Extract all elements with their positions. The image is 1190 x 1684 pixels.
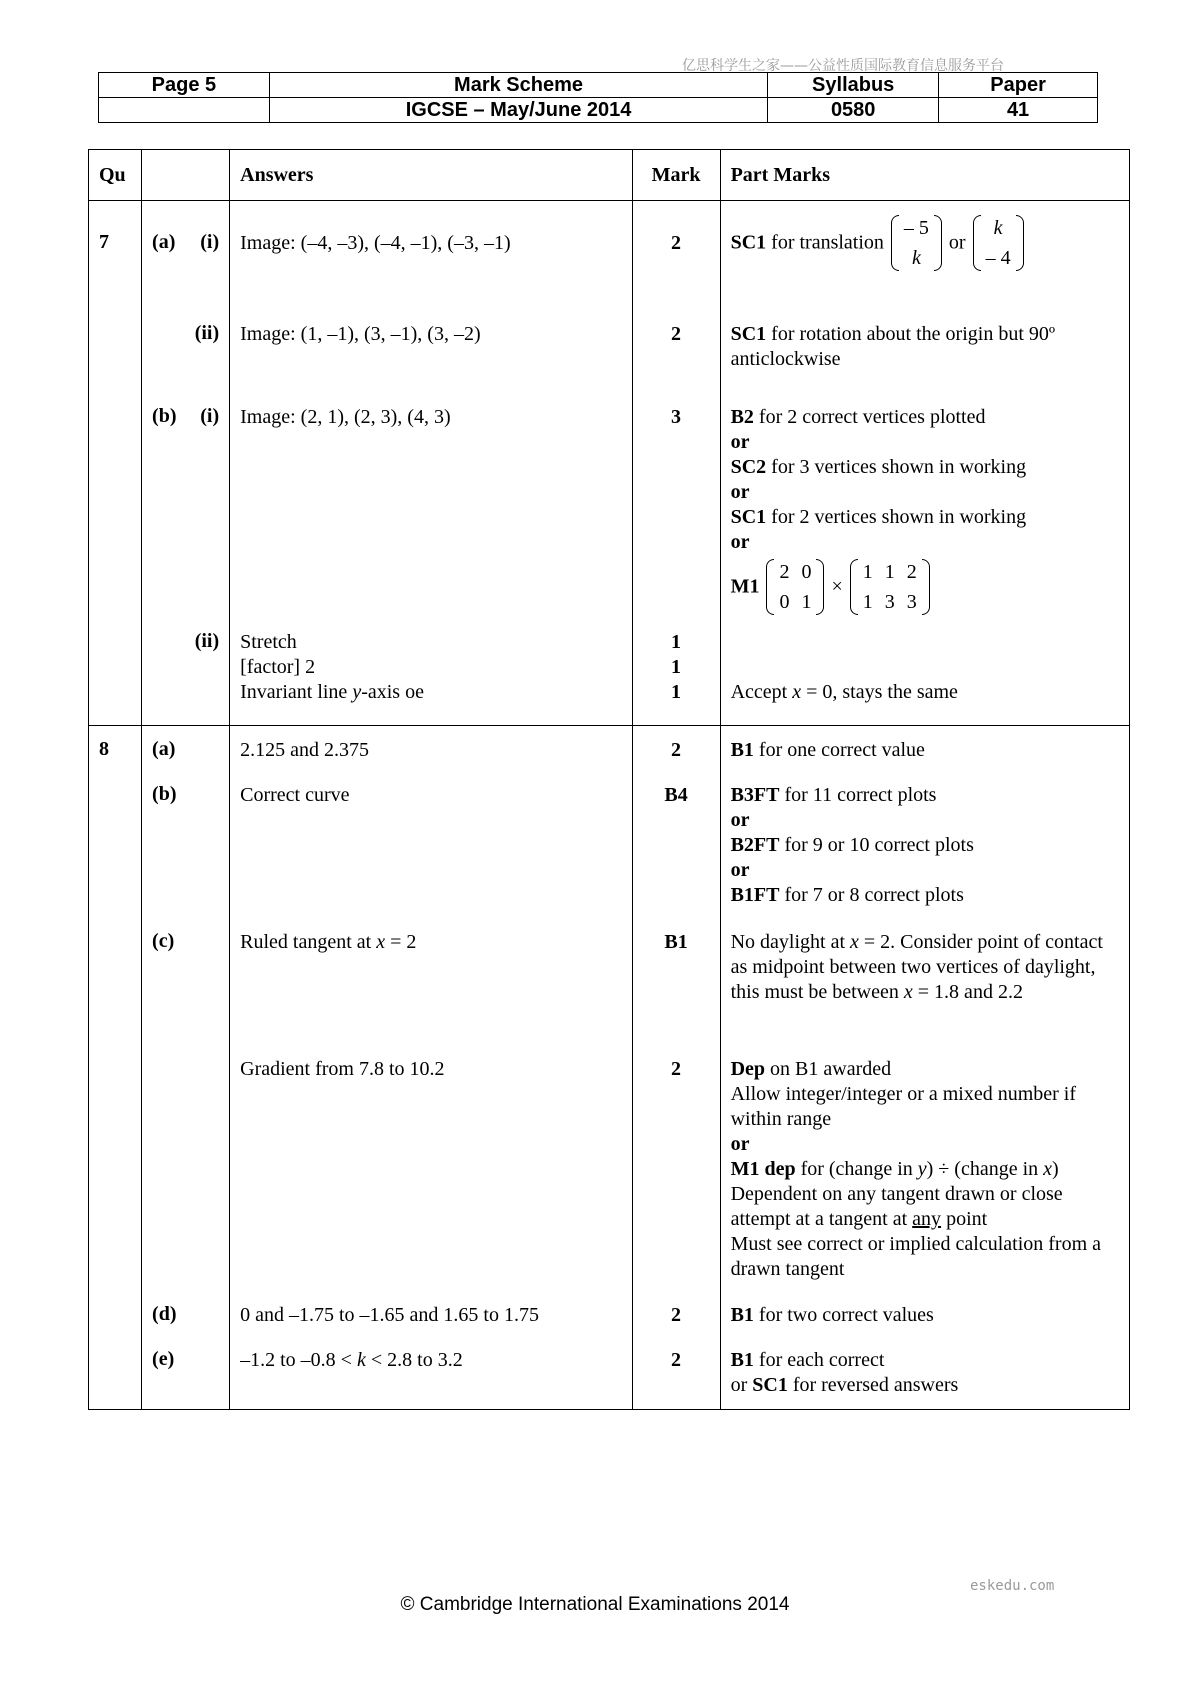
q7-b-i-m1-line (731, 557, 1121, 617)
q8-c2-dependent (731, 1182, 1121, 1232)
q8-c2-dep-text: on B1 awarded (770, 1058, 892, 1080)
q8-a-mark: 2 (632, 726, 720, 776)
q8-e-label: (e) (152, 1348, 175, 1370)
q8-e-ans-pre: –1.2 to –0.8 < (240, 1349, 357, 1371)
q7-a-ii-row (89, 310, 1130, 393)
header-page: Page 5 (99, 73, 270, 98)
vec1-top: – 5 (903, 217, 929, 239)
watermark-bottom: eskedu.com (970, 1578, 1055, 1594)
q7-b-i-sc2-text: for 3 vertices shown in working (771, 456, 1027, 478)
mat2-r0c0: 1 (862, 561, 873, 583)
col-part-marks: Part Marks (720, 150, 1129, 201)
q8-c-pm-2: = 2. Consider point of contact as midpoint between two vertices of daylight, this must be between (730, 931, 1103, 1003)
col-part (142, 150, 230, 201)
q8-c2-m1-var2: x (1043, 1158, 1053, 1180)
matrix-vertices (850, 557, 930, 617)
q7-b-ii-inv-var: y (352, 681, 362, 703)
q8-b-b2-line (731, 833, 1121, 858)
q7-b-i-sc1: SC1 (730, 506, 767, 528)
q8-number: 8 (89, 726, 142, 776)
q7-b-i-sc2-line (731, 455, 1121, 480)
q7-a-i-label: (i) (200, 231, 220, 253)
q8-c2-m1-var1: y (917, 1158, 927, 1180)
q7-b-ii-pm-var: x (792, 681, 802, 703)
q7-b-ii-answer (230, 618, 632, 726)
q8-c-answer (230, 922, 632, 1049)
q8-e-part-marks (720, 1340, 1129, 1410)
q8-e-ans-post: < 2.8 to 3.2 (365, 1349, 463, 1371)
q8-b-row (89, 775, 1130, 922)
q7-b-ii-inv-post: -axis oe (361, 681, 424, 703)
q8-b-b3-text: for 11 correct plots (784, 784, 937, 806)
q8-c2-mark: 2 (632, 1049, 720, 1295)
q8-c2-m1-pre: for (change in (800, 1158, 918, 1180)
q7-b-ii-inv-pre: Invariant line (240, 681, 353, 703)
q8-b-b1-line (731, 883, 1121, 908)
q7-b-i-part (142, 393, 230, 618)
q7-b-i-b2-text: for 2 correct vertices plotted (758, 406, 986, 428)
q8-a-row (89, 726, 1130, 776)
q8-b-part-marks (720, 775, 1129, 922)
q8-c2-dep: Dep (730, 1058, 766, 1080)
q8-c-part-marks (720, 922, 1129, 1049)
q7-a-i-part-marks (720, 201, 1129, 311)
q8-c2-m1dep: M1 dep (730, 1158, 796, 1180)
q7-b-ii-row (89, 618, 1130, 726)
q8-c-pm-var1: x (850, 931, 859, 953)
q7-a-i-part (142, 201, 230, 311)
q8-c2-m1-post: ) (1052, 1158, 1059, 1180)
q8-d-pm-text: for two correct values (758, 1304, 934, 1326)
q8-a-answer: 2.125 and 2.375 (230, 726, 632, 776)
col-qu: Qu (89, 150, 142, 201)
q8-c2-row (89, 1049, 1130, 1295)
header-mark-scheme: Mark Scheme (269, 73, 767, 98)
header-table (98, 72, 1098, 123)
q8-b-part (142, 775, 230, 922)
mat2-r1c1: 3 (884, 591, 895, 613)
q8-c-pm-3: = 1.8 and 2.2 (912, 981, 1023, 1003)
q8-c2-dep-line (731, 1057, 1121, 1082)
q8-e-pm1: for each correct (758, 1349, 885, 1371)
q8-e-b1: B1 (730, 1349, 754, 1371)
q7-b-i-mark: 3 (632, 393, 720, 618)
q8-c-row (89, 922, 1130, 1049)
q7-a-i-row (89, 201, 1130, 311)
q7-b-ii-mark-2: 1 (671, 656, 682, 678)
q8-c2-dependent-post: point (941, 1208, 988, 1230)
vec2-bottom: – 4 (985, 247, 1011, 269)
col-mark: Mark (632, 150, 720, 201)
q8-e-pm2-pre: or (730, 1374, 753, 1396)
q8-d-mark: 2 (632, 1295, 720, 1340)
q8-b-b3: B3FT (730, 784, 780, 806)
q7-a-ii-label: (ii) (194, 322, 220, 344)
q8-b-answer: Correct curve (230, 775, 632, 922)
q8-c2-must: Must see correct or implied calculation from a drawn tangent (730, 1233, 1101, 1280)
q7-b-ii-mark-1: 1 (671, 631, 682, 653)
mat2-r1c0: 1 (862, 591, 873, 613)
q8-c2-answer: Gradient from 7.8 to 10.2 (230, 1049, 632, 1295)
q7-b-ii-part-marks (720, 618, 1129, 726)
q8-c-pm-var2: x (903, 981, 913, 1003)
matrix-stretch (766, 557, 824, 617)
q8-c-mark: B1 (632, 922, 720, 1049)
q8-e-mark: 2 (632, 1340, 720, 1410)
q7-b-i-or-2: or (730, 481, 750, 503)
q7-b-label: (b) (152, 405, 177, 427)
mat1-r1c1: 1 (801, 591, 812, 613)
q8-c2-dependent-pre: Dependent on any tangent drawn or close attempt at a tangent at (730, 1183, 1063, 1230)
q7-a-i-mark: 2 (632, 201, 720, 311)
q7-b-ii-factor: [factor] 2 (240, 656, 316, 678)
q8-d-row (89, 1295, 1130, 1340)
q8-c-ans-pre: Ruled tangent at (240, 931, 377, 953)
mat1-r0c0: 2 (779, 561, 790, 583)
q7-b-ii-marks (632, 618, 720, 726)
mat2-r1c2: 3 (906, 591, 917, 613)
q7-b-ii-mark-3: 1 (671, 681, 682, 703)
q7-b-i-sc1-line (731, 505, 1121, 530)
q8-a-label: (a) (152, 738, 176, 760)
q8-c-pm-1: No daylight at (730, 931, 851, 953)
q8-c2-dependent-any: any (912, 1208, 942, 1230)
q8-b-b3-line (731, 783, 1121, 808)
q8-d-part-marks (720, 1295, 1129, 1340)
mark-scheme-table (88, 149, 1130, 1410)
q7-b-i-b2-line (731, 405, 1121, 430)
q8-e-row (89, 1340, 1130, 1410)
q8-e-line-1 (731, 1348, 1121, 1373)
q8-e-ans-var: k (356, 1349, 366, 1371)
q8-c2-part-marks (720, 1049, 1129, 1295)
mat2-r0c2: 2 (906, 561, 917, 583)
q7-b-i-or-1: or (730, 431, 750, 453)
q7-b-i-answer: Image: (2, 1), (2, 3), (4, 3) (230, 393, 632, 618)
q7-a-ii-mark: 2 (632, 310, 720, 393)
q7-b-i-m1: M1 (730, 575, 760, 598)
q7-b-ii-invariant (240, 680, 630, 705)
mat2-r0c1: 1 (884, 561, 895, 583)
q7-b-i-or-3: or (730, 531, 750, 553)
q8-e-sc1: SC1 (752, 1374, 788, 1396)
q8-e-part (142, 1340, 230, 1410)
header-syllabus-label: Syllabus (768, 73, 939, 98)
q8-c-ans-var: x (376, 931, 386, 953)
q8-a-part-marks (720, 726, 1129, 776)
footer-copyright: © Cambridge International Examinations 2014 (400, 1594, 790, 1615)
q7-b-ii-stretch: Stretch (240, 631, 297, 653)
q8-d-answer: 0 and –1.75 to –1.65 and 1.65 to 1.75 (230, 1295, 632, 1340)
q8-c-part (142, 922, 230, 1049)
times-sign: × (831, 575, 843, 598)
q7-a-i-answer: Image: (–4, –3), (–4, –1), (–3, –1) (230, 201, 632, 311)
q8-b-or-1: or (730, 809, 750, 831)
q8-c2-allow: Allow integer/integer or a mixed number if within range (730, 1083, 1077, 1130)
q7-a-label: (a) (152, 231, 176, 253)
q7-b-ii-pm-pre: Accept (730, 681, 793, 703)
q8-b-b1-text: for 7 or 8 correct plots (784, 884, 964, 906)
header-exam: IGCSE – May/June 2014 (269, 98, 767, 123)
mat1-r0c1: 0 (801, 561, 812, 583)
vec1-bottom: k (911, 247, 921, 269)
q8-d-part (142, 1295, 230, 1340)
q7-a-i-pm-text: for translation (771, 231, 884, 254)
q7-a-ii-sc1: SC1 (730, 323, 767, 345)
q7-b-i-sc2: SC2 (730, 456, 767, 478)
q8-b-label: (b) (152, 783, 177, 805)
q7-a-ii-pm-text: for rotation about the origin but 90º anticlockwise (730, 323, 1056, 370)
q7-b-i-row (89, 393, 1130, 618)
q8-c2-or: or (730, 1133, 750, 1155)
q7-b-i-b2: B2 (730, 406, 754, 428)
q8-d-b1: B1 (730, 1304, 754, 1326)
q7-b-ii-pm-post: = 0, stays the same (801, 681, 958, 703)
q7-a-ii-answer: Image: (1, –1), (3, –1), (3, –2) (230, 310, 632, 393)
q8-b-b2: B2FT (730, 834, 780, 856)
q7-b-ii-label: (ii) (194, 630, 220, 652)
q7-a-ii-part (142, 310, 230, 393)
q8-b-b2-text: for 9 or 10 correct plots (784, 834, 974, 856)
q8-a-pm-text: for one correct value (758, 739, 925, 761)
q8-e-line-2 (731, 1373, 1121, 1398)
q8-c-label: (c) (152, 930, 175, 952)
q7-b-i-sc1-text: for 2 vertices shown in working (771, 506, 1027, 528)
q8-b-b1: B1FT (730, 884, 780, 906)
q7-b-i-part-marks (720, 393, 1129, 618)
header-paper: 41 (939, 98, 1098, 123)
column-header-row (89, 150, 1130, 201)
q7-b-ii-part (142, 618, 230, 726)
q7-a-ii-part-marks (720, 310, 1129, 393)
q8-a-b1: B1 (730, 739, 754, 761)
q7-b-i-label: (i) (200, 405, 220, 427)
q7-number: 7 (89, 201, 142, 311)
header-paper-label: Paper (939, 73, 1098, 98)
col-answers: Answers (230, 150, 632, 201)
q8-b-mark: B4 (632, 775, 720, 922)
q8-a-part (142, 726, 230, 776)
mat1-r1c0: 0 (779, 591, 790, 613)
q8-c-ans-post: = 2 (385, 931, 417, 953)
q8-c2-m1-line (731, 1157, 1121, 1182)
q8-e-pm2-post: for reversed answers (792, 1374, 959, 1396)
translation-vector-2 (973, 213, 1024, 273)
q7-a-i-sc1: SC1 (730, 231, 767, 254)
q8-b-or-2: or (730, 859, 750, 881)
q8-c2-m1-mid: ) ÷ (change in (926, 1158, 1044, 1180)
q8-e-answer (230, 1340, 632, 1410)
q8-d-label: (d) (152, 1303, 177, 1325)
watermark-top: 亿思科学生之家——公益性质国际教育信息服务平台 (682, 58, 1004, 74)
translation-vector-1 (891, 213, 942, 273)
header-blank (99, 98, 270, 123)
q7-a-i-or: or (948, 231, 966, 254)
header-syllabus: 0580 (768, 98, 939, 123)
vec2-top: k (993, 217, 1003, 239)
